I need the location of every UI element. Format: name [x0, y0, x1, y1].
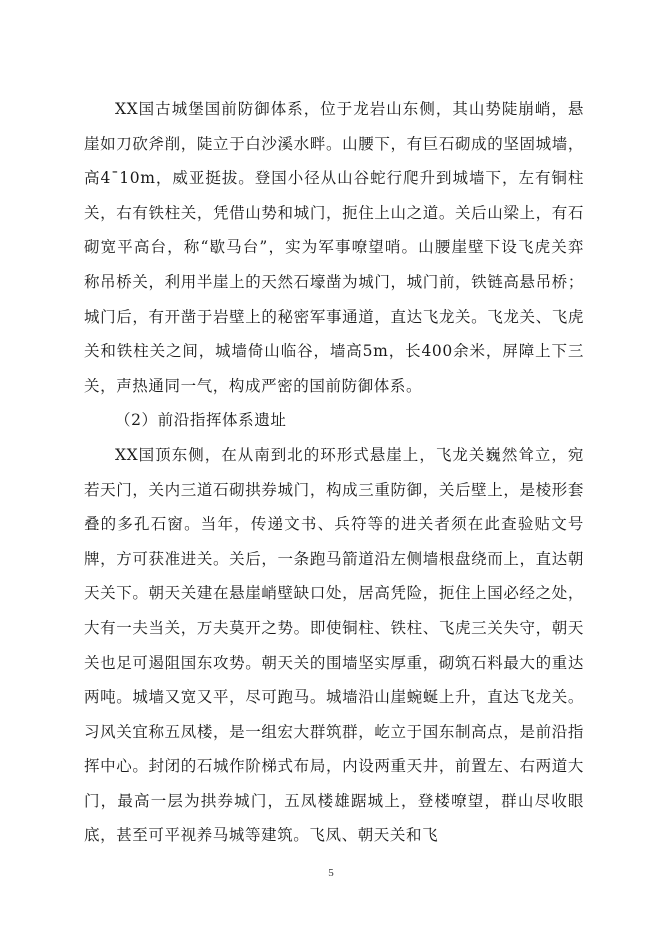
paragraph-defense-system: XX国古城堡国前防御体系，位于龙岩山东侧，其山势陡崩峭，悬崖如刀砍斧削，陡立于白沙溪水畔。山腰下，有巨石砌成的坚固城墙，高4¯10m，威亚挺拔。登国小径从山谷蛇行爬升到城墙下，左有铜柱关，右有铁柱关，凭借山势和城门，扼住上山之道。关后山梁上，有石砌宽平高台，称“歇马台”，实为军事嘹望哨。山腰崖壁下设飞虎关弈称吊桥关，利用半崖上的天然石壕凿为城门，城门前，铁链高悬吊桥；城门后，有开凿于岩壁上的秘密军事通道，直达飞龙关。飞龙关、飞虎关和铁柱关之间，城墙倚山临谷，墙高5m，长400余米，屏障上下三关，声热通同一气，构成严密的国前防御体系。	[84, 100, 584, 395]
body-text	[84, 92, 584, 853]
page-number: 5	[328, 867, 334, 879]
paragraph-command-system: XX国顶东侧，在从南到北的环形式悬崖上，飞龙关巍然耸立，宛若天门，关内三道石砌拱券城门，构成三重防御，关后壁上，是棱形套叠的多孔石窗。当年，传递文书、兵符等的进关者须在此查验贴文号牌，方可获准进关。关后，一条跑马箭道沿左侧墙根盘绕而上，直达朝天关下。朝天关建在悬崖峭壁缺口处，居高凭险，扼住上国必经之处，大有一夫当关，万夫莫开之势。即使铜柱、铁柱、飞虎三关失守，朝天关也足可遏阻国东攻势。朝天关的围墙坚实厚重，砌筑石料最大的重达两吨。城墙又宽又平，尽可跑马。城墙沿山崖蜿蜒上升，直达飞龙关。习风关宜称五凤楼，是一组宏大群筑群，屹立于国东制高点，是前沿指挥中心。封闭的石城作阶梯式布局，内设两重天井，前置左、右两道大门，最高一层为拱券城门，五凤楼雄踞城上，登楼嘹望，群山尽收眼底，甚至可平视养马城等建筑。飞凤、朝天关和飞	[84, 445, 584, 845]
section-heading: （2）前沿指挥体系遗址	[115, 411, 287, 430]
